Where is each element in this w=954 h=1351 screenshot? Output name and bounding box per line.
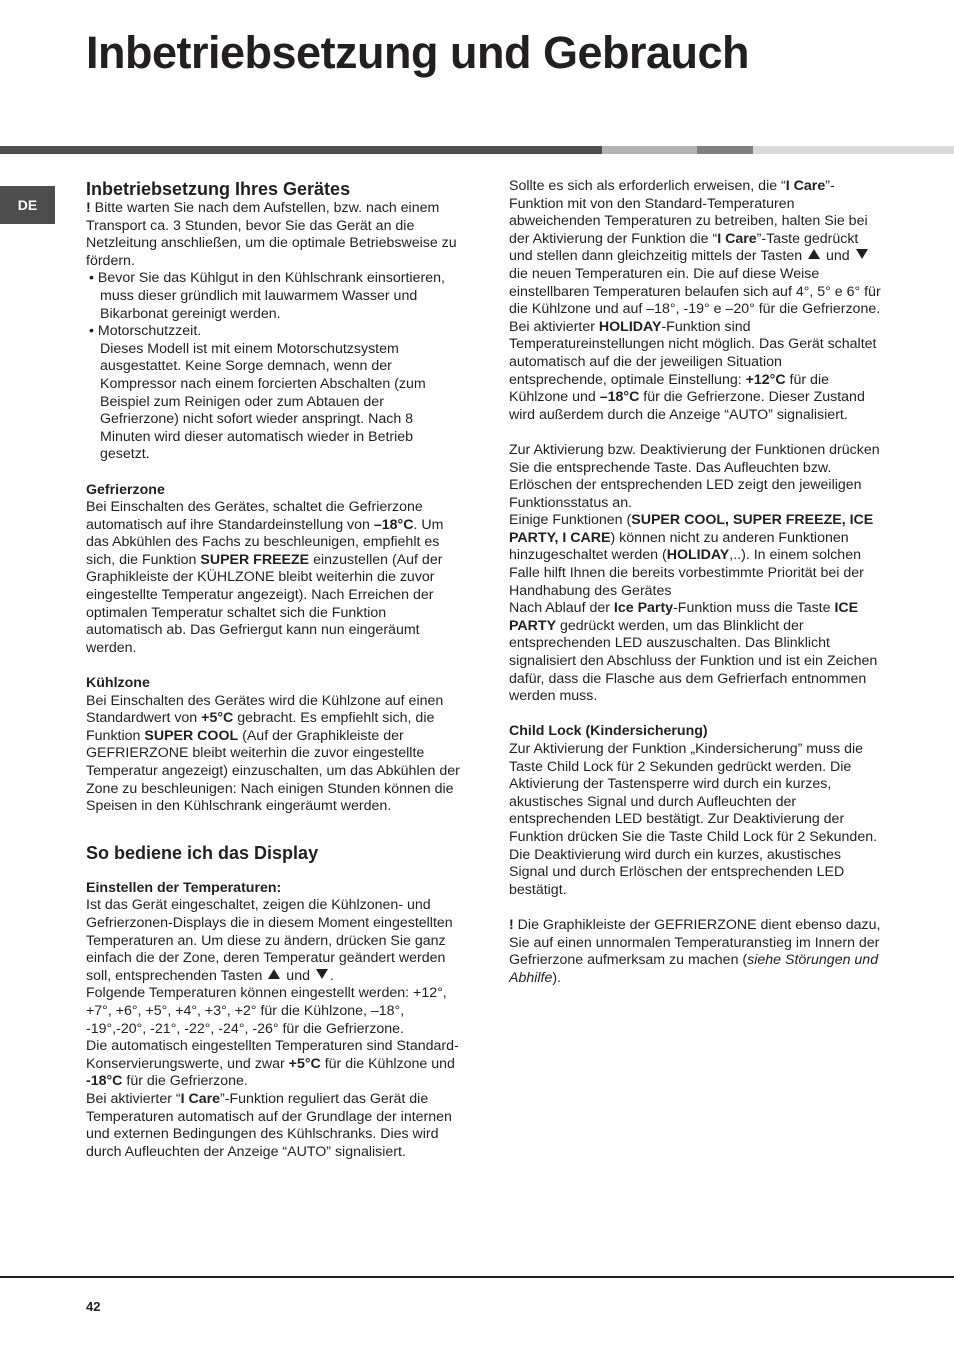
header-bar-light xyxy=(602,146,697,154)
arrow-down-icon xyxy=(316,969,328,979)
paragraph-ice-party: Nach Ablauf der Ice Party-Funktion muss die Taste ICE PARTY gedrückt werden, um das Blinklicht der entsprechenden LED auszuschalten. Das Blinklicht signalisiert den Abschluss der Funktion und ist ein Zeichen dafür, dass die Flasche aus dem Gefrierfach entnommen werden muss. xyxy=(509,600,878,705)
section-heading-inbetriebsetzung: Inbetriebsetzung Ihres Gerätes xyxy=(86,179,351,199)
arrow-up-icon xyxy=(808,249,820,259)
paragraph-prioritaet: Einige Funktionen (SUPER COOL, SUPER FREEZE, ICE PARTY, I CARE) können nicht zu anderen Funktionen hinzugeschaltet werden (HOLIDAY,..). In einem solchen Falle hilft Ihnen die bereits vorbestimmte Priorität bei der Handhabung des Gerätes xyxy=(509,512,874,599)
subheading-temperaturen: Einstellen der Temperaturen: xyxy=(86,879,282,896)
paragraph-icare: Bei aktivierter “I Care”-Funktion reguliert das Gerät die Temperaturen automatisch auf der Grundlage der internen und externen Bedingungen des Kühlschranks. Dies wird durch Aufleuchten der Anzeige “AUTO” signalisiert. xyxy=(86,1090,452,1160)
header-bar-mid xyxy=(697,146,753,154)
paragraph-temperaturen-standard: Die automatisch eingestellten Temperaturen sind Standard-Konservierungswerte, und zwar +5°C für die Kühlzone und -18°C für die Gefrierzone. xyxy=(86,1038,459,1090)
warning-paragraph: ! Bitte warten Sie nach dem Aufstellen, bzw. nach einem Transport ca. 3 Stunden, bevor Sie das Gerät an die Netzleitung anschließen, um die optimale Betriebsweise zu fördern. xyxy=(86,200,457,269)
paragraph-funktionen: Zur Aktivierung bzw. Deaktivierung der Funktionen drücken Sie die entsprechende Taste. Das Aufleuchten bzw. Erlöschen der entsprechenden LED zeigt den jeweiligen Funktionsstatus an. xyxy=(509,441,880,511)
language-tab: DE xyxy=(0,186,55,224)
footer-rule xyxy=(0,1276,954,1278)
paragraph-child-lock: Zur Aktivierung der Funktion „Kindersicherung” muss die Taste Child Lock für 2 Sekunden gedrückt werden. Die Aktivierung der Tastensperre wird durch ein kurzes, akustisches Signal und durch Aufleuchten der entsprechenden LED bestätigt. Zur Deaktivierung der Funktion drücken Sie die Taste Child Lock für 2 Sekunden. Die Deaktivierung wird durch ein kurzes, akustisches Signal und durch Erlöschen der entsprechenden LED bestätigt. xyxy=(509,741,878,898)
list-item: • Motorschutzzeit. xyxy=(89,323,202,340)
list-item: • Bevor Sie das Kühlgut in den Kühlschrank einsortieren, muss dieser gründlich mit lauwarmem Wasser und Bikarbonat gereinigt werden. xyxy=(89,270,445,322)
paragraph-kuehlzone: Bei Einschalten des Gerätes wird die Kühlzone auf einen Standardwert von +5°C gebracht. Es empfiehlt sich, die Funktion SUPER COOL (Auf der Graphikleiste der GEFRIERZONE bleibt weiterhin die zuvor eingestellte Temperatur angezeigt) einzuschalten, um das Abkühlen der Zone zu beschleunigen: Nach einigen Stunden können die Speisen in den Kühlschrank eingeräumt werden. xyxy=(86,692,460,815)
right-column xyxy=(509,178,883,987)
paragraph-temperaturen: Ist das Gerät eingeschaltet, zeigen die Kühlzonen- und Gefrierzonen-Displays die in diesem Moment eingestellten Temperaturen an. Um diese zu ändern, drücken Sie ganz einfach die der Zone, deren Temperatur geändert werden soll, entsprechenden Tasten und . xyxy=(86,897,453,984)
left-column xyxy=(86,178,464,1161)
subheading-kuehlzone: Kühlzone xyxy=(86,675,150,692)
warning-icon: ! xyxy=(86,200,91,216)
arrow-down-icon xyxy=(856,249,868,259)
subheading-gefrierzone: Gefrierzone xyxy=(86,481,165,498)
warning-icon: ! xyxy=(509,916,514,933)
arrow-up-icon xyxy=(268,969,280,979)
header-bar-dark xyxy=(0,146,602,154)
paragraph-gefrierzone: Bei Einschalten des Gerätes, schaltet die Gefrierzone automatisch auf ihre Standardeinstellung von –18°C. Um das Abkühlen des Fachs zu beschleunigen, empfiehlt es sich, die Funktion SUPER FREEZE einzustellen (Auf der Graphikleiste der KÜHLZONE bleibt weiterhin die zuvor eingestellte Temperatur angezeigt). Nach Erreichen der optimalen Temperatur schaltet sich die Funktion automatisch ab. Das Gefriergut kann nun eingeräumt werden. xyxy=(86,499,444,656)
warning-paragraph: ! Die Graphikleiste der GEFRIERZONE dient ebenso dazu, Sie auf einen unnormalen Temperaturanstieg im Innern der Gefrierzone aufmerksam zu machen (siehe Störungen und Abhilfe). xyxy=(509,916,881,986)
subheading-child-lock: Child Lock (Kindersicherung) xyxy=(509,723,708,740)
list-item-text: Dieses Modell ist mit einem Motorschutzsystem ausgestattet. Keine Sorge demnach, wenn der Kompressor nach einem forcierten Abschalten (zum Beispiel zum Reinigen oder zum Abtauen der Gefrierzone) nicht sofort wieder anspringt. Nach 8 Minuten wird dieser automatisch wieder in Betrieb gesetzt. xyxy=(100,340,426,463)
page-title: Inbetriebsetzung und Gebrauch xyxy=(86,27,750,78)
header-bar-pale xyxy=(753,146,954,154)
section-heading-display: So bediene ich das Display xyxy=(86,842,319,863)
page-number: 42 xyxy=(86,1299,101,1314)
paragraph-icare-custom: Sollte es sich als erforderlich erweisen, die “I Care”-Funktion mit von den Standard-Temperaturen abweichenden Temperaturen zu betreiben, halten Sie bei der Aktivierung der Funktion die “I Care”-Taste gedrückt und stellen dann gleichzeitig mittels der Tasten und die neuen Temperaturen ein. Die auf diese Weise einstellbaren Temperaturen belaufen sich auf 4°, 5° e 6° für die Kühlzone und auf –18°, -19° e –20° für die Gefrierzone. xyxy=(509,178,881,318)
paragraph-temperaturen-werte: Folgende Temperaturen können eingestellt werden: +12°, +7°, +6°, +5°, +4°, +3°, +2° für die Kühlzone, –18°, -19°,-20°, -21°, -22°, -24°, -26° für die Gefrierzone. xyxy=(86,985,447,1037)
paragraph-holiday: Bei aktivierter HOLIDAY-Funktion sind Temperatureinstellungen nicht möglich. Das Gerät schaltet automatisch auf die der jeweiligen Situation entsprechende, optimale Einstellung: +12°C für die Kühlzone und –18°C für die Gefrierzone. Dieser Zustand wird außerdem durch die Anzeige “AUTO” signalisiert. xyxy=(509,318,877,423)
